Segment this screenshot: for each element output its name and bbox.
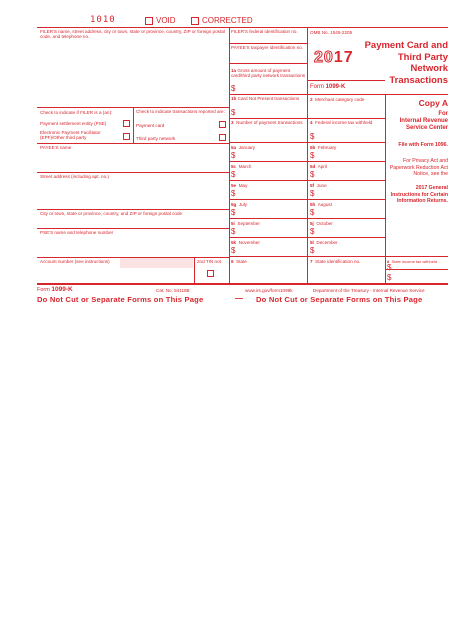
box-5g-label: 5g July [231, 202, 248, 207]
copy-title: Copy A [418, 98, 448, 108]
box-5j-label: 5j October [310, 221, 333, 226]
box-8-dollar-1: $ [387, 263, 392, 272]
account-label: Account number (see instructions) [40, 259, 110, 264]
line [229, 237, 385, 238]
box-2-label: 2 Merchant category code [310, 97, 365, 102]
payment-card-checkbox[interactable] [219, 121, 226, 128]
box-5b-dollar: $ [310, 151, 315, 160]
box-5k-label: 5k November [231, 240, 260, 245]
year-suffix: 17 [333, 49, 354, 66]
line [37, 143, 229, 144]
box-5e-label: 5e May [231, 183, 248, 188]
line [37, 209, 229, 210]
box-4-dollar: $ [310, 132, 315, 141]
check-filer-label: Check to indicate if FILER is a (an): [40, 110, 113, 115]
tin-not-checkbox[interactable] [207, 270, 214, 277]
box-5h-dollar: $ [310, 208, 315, 217]
copy-for: For [438, 111, 448, 117]
box-7-label: 7 State identification no. [310, 259, 361, 264]
form-title: Payment Card and Third Party Network Transactions [364, 40, 448, 86]
box-5d-dollar: $ [310, 170, 315, 179]
box-5j-dollar: $ [310, 227, 315, 236]
footer-cat: Cat. No. 54118B [156, 288, 190, 293]
copy-privacy: For Privacy Act and Paperwork Reduction Act Notice, see the [389, 158, 448, 178]
footer-dept: Department of the Treasury - Internal Revenue Service [313, 288, 425, 293]
box-4-label: 4 Federal income tax withheld [310, 120, 373, 125]
void-label: VOID [156, 16, 176, 25]
line [229, 63, 307, 64]
line [229, 161, 385, 162]
epf-checkbox[interactable] [123, 133, 130, 140]
line [37, 172, 229, 173]
line [229, 94, 448, 95]
box-5a-label: 5a January [231, 145, 256, 150]
box-5d-label: 5d April [310, 164, 327, 169]
line [194, 257, 195, 283]
payee-name-label: PAYEE'S name [40, 145, 72, 150]
footer-url: www.irs.gov/form1099k [245, 288, 293, 293]
corrected-checkbox[interactable] [191, 17, 199, 25]
tax-year [314, 49, 354, 67]
pse-label: Payment settlement entity (PSE) [40, 121, 107, 126]
payment-card-label: Payment card [136, 123, 165, 128]
line [229, 199, 385, 200]
omb-number: OMB No. 1545-2205 [310, 30, 353, 35]
box-1b-label: 1b Card Not Present transactions [231, 96, 300, 101]
footer-form-id: Form 1099-K [37, 286, 73, 293]
copy-service: Internal Revenue Service Center [399, 118, 448, 131]
pse-phone-label: PSE'S name and telephone number [40, 230, 114, 235]
box-5l-dollar: $ [310, 246, 315, 255]
box-5f-dollar: $ [310, 189, 315, 198]
box-5a-dollar: $ [231, 151, 236, 160]
box-5c-label: 5c March [231, 164, 252, 169]
box-5i-dollar: $ [231, 227, 236, 236]
pse-checkbox[interactable] [123, 120, 130, 127]
col-divider-1 [229, 27, 230, 283]
line [229, 256, 448, 257]
line [37, 228, 229, 229]
cut-warning-dash: — [235, 294, 243, 303]
box-5l-label: 5l December [310, 240, 338, 245]
filer-name-label: FILER'S name, street address, city or town, state or province, country, ZIP or foreign postal code, and telephone no. [40, 29, 225, 40]
third-party-label: Third party network [136, 136, 176, 141]
box-5h-label: 5h August [310, 202, 332, 207]
copy-file-with: File with Form 1096. [398, 142, 448, 148]
form-code: 1010 [90, 15, 116, 25]
box-1a-label: 1a Gross amount of payment card/third party network transactions [231, 68, 306, 79]
account-shade [120, 258, 193, 268]
city-label: City or town, state or province, country, and ZIP or foreign postal code [40, 211, 183, 216]
line [385, 269, 448, 270]
line [133, 107, 134, 143]
line [229, 43, 307, 44]
third-party-checkbox[interactable] [219, 134, 226, 141]
box-5k-dollar: $ [231, 246, 236, 255]
line [229, 218, 385, 219]
line [229, 180, 385, 181]
corrected-label: CORRECTED [202, 16, 253, 25]
tin-not-label: 2nd TIN not. [197, 259, 223, 264]
box-5e-dollar: $ [231, 189, 236, 198]
copy-instructions: 2017 General Instructions for Certain Information Returns. [390, 185, 448, 205]
year-prefix: 20 [314, 49, 334, 66]
cut-warning-right: Do Not Cut or Separate Forms on This Page [256, 295, 423, 304]
box-5c-dollar: $ [231, 170, 236, 179]
box-6-label: 6 State [231, 259, 247, 264]
form-bottom-border [37, 283, 448, 285]
box-1a-dollar: $ [231, 84, 236, 93]
filer-fed-id-label: FILER'S federal identification no. [231, 29, 298, 34]
box-5i-label: 5i September [231, 221, 260, 226]
box-8-label: 8 State income tax withheld [387, 259, 438, 264]
box-8-dollar-2: $ [387, 273, 392, 282]
form-id: Form 1099-K [310, 84, 346, 90]
box-1b-dollar: $ [231, 108, 236, 117]
box-5f-label: 5f June [310, 183, 327, 188]
cut-warning-left: Do Not Cut or Separate Forms on This Page [37, 295, 204, 304]
epf-label: Electronic Payment Facilitator (EPF)/Other third party [40, 130, 101, 141]
form-top-border [37, 27, 448, 28]
void-checkbox[interactable] [145, 17, 153, 25]
line [229, 142, 385, 143]
check-txn-label: Check to indicate transactions reported are: [136, 109, 225, 114]
box-5b-label: 5b February [310, 145, 337, 150]
col-divider-2 [307, 27, 308, 283]
box-5g-dollar: $ [231, 208, 236, 217]
payee-tin-label: PAYEE'S taxpayer identification no. [231, 45, 303, 50]
box-3-label: 3 Number of payment transactions [231, 120, 303, 125]
street-label: Street address (including apt. no.) [40, 174, 109, 179]
line [229, 118, 385, 119]
